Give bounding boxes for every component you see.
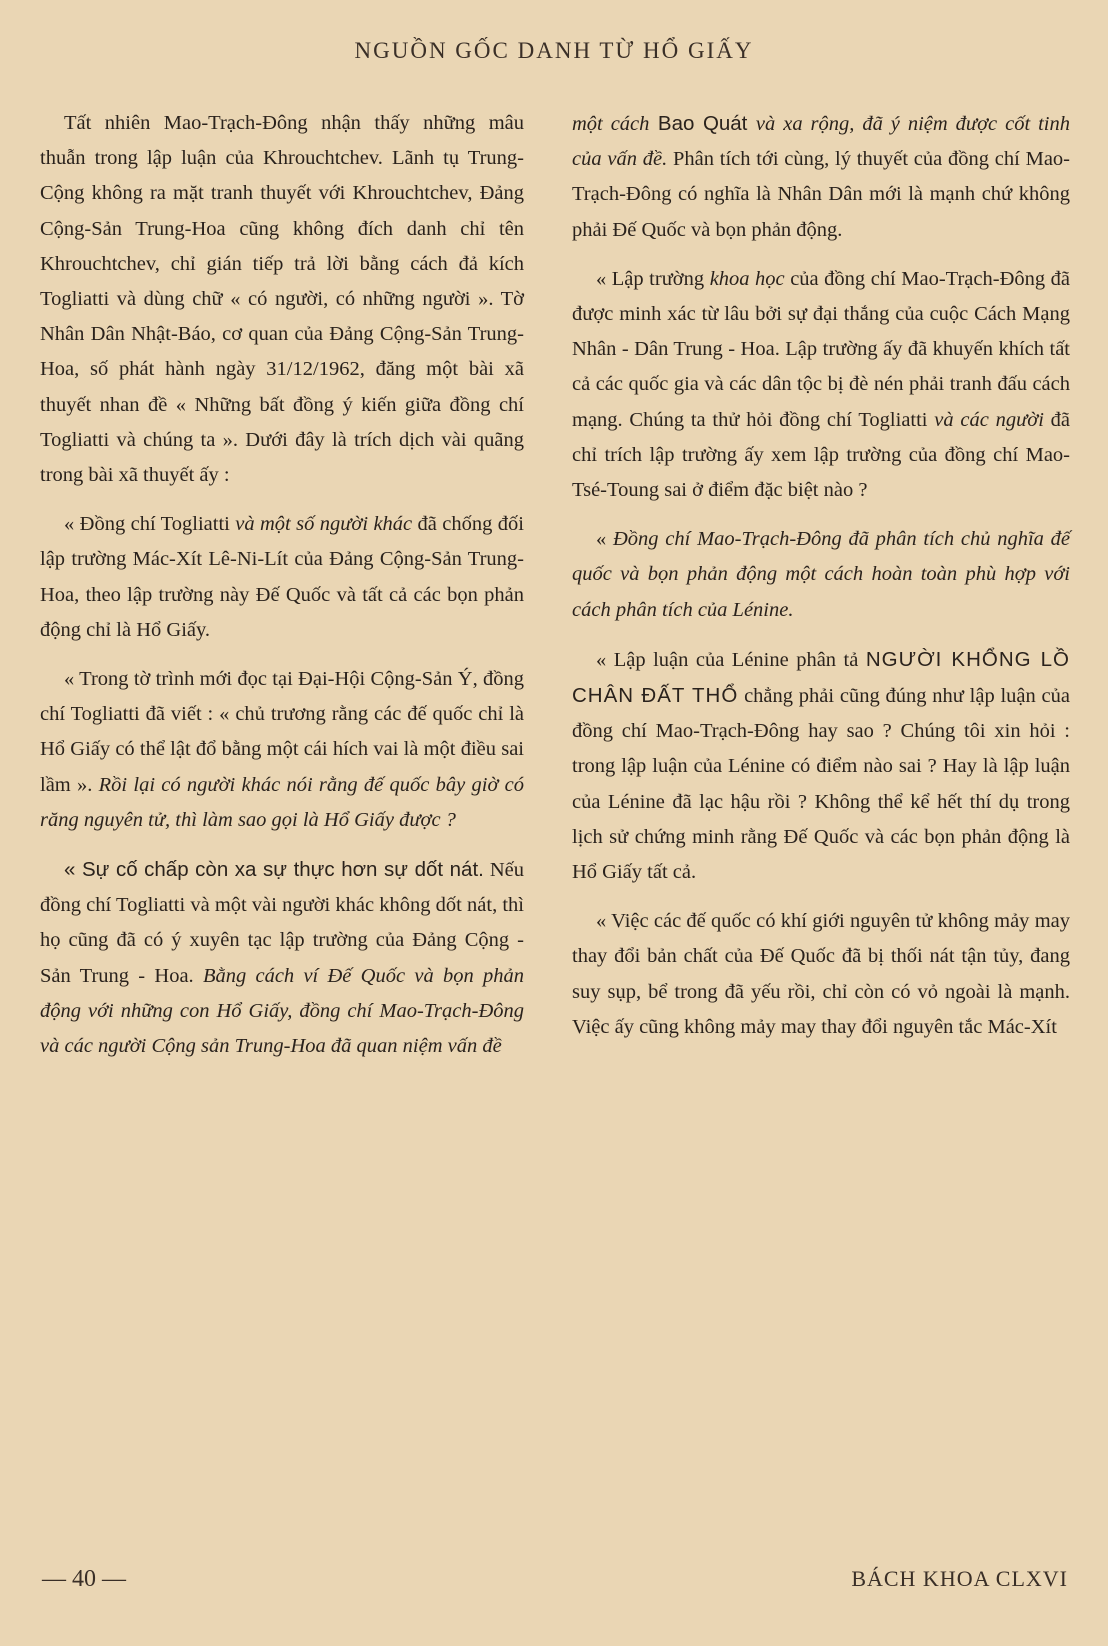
text-run: đã chỉ trích lập trường ấy xem lập trường của đồng chí Mao-Tsé-Toung sai ở điểm đặc biệt nào ? bbox=[572, 408, 1070, 502]
left-column bbox=[40, 106, 524, 1078]
italic-run: và xa rộng, đã ý niệm được cốt tinh của vấn đề. bbox=[572, 113, 1070, 171]
text-run: « Lập luận của Lénine phân tả bbox=[596, 648, 866, 671]
publication-name: BÁCH KHOA CLXVI bbox=[851, 1566, 1068, 1591]
paragraph bbox=[572, 262, 1070, 508]
italic-run: và một số người khác bbox=[235, 513, 413, 536]
italic-run: và các người bbox=[934, 408, 1044, 431]
text-run: Nếu đồng chí Togliatti và một vài người khác không dốt nát, thì họ cũng đã có ý xuyên tạc lập trường của Đảng Cộng - Sản Trung - Hoa. bbox=[40, 859, 524, 987]
right-column bbox=[572, 106, 1070, 1059]
italic-run: một cách bbox=[572, 113, 650, 135]
caps-run: NGƯỜI KHỔNG LỒ CHÂN ĐẤT THỔ bbox=[572, 647, 1070, 708]
paragraph bbox=[572, 522, 1070, 628]
text-run: chẳng phải cũng đúng như lập luận của đồng chí Mao-Trạch-Đông hay sao ? Chúng tôi xin hỏi : trong lập luận của Lénine có điểm nào sai ? Hay là lập luận của Lénine đã lạc hậu rồi ? Không thể kể hết thí dụ trong lịch sử chứng minh rằng Đế Quốc và các bọn phản động là Hổ Giấy tất cả. bbox=[572, 685, 1070, 884]
italic-run: khoa học bbox=[709, 267, 785, 290]
text-run: của đồng chí Mao-Trạch-Đông đã được minh xác từ lâu bởi sự đại thắng của cuộc Cách Mạng Nhân - Dân Trung - Hoa. Lập trường ấy đã khuyến khích tất cả các quốc gia và các dân tộc bị đè nén phải tranh đấu cách mạng. Chúng ta thử hỏi đồng chí Togliatti bbox=[572, 267, 1071, 431]
sans-run: « Sự cố chấp còn xa sự thực hơn sự dốt nát. bbox=[64, 858, 484, 882]
page-header: NGUỒN GỐC DANH TỪ HỔ GIẤY bbox=[354, 38, 754, 63]
text-run: « Lập trường bbox=[596, 267, 710, 290]
sans-run: Bao Quát bbox=[649, 112, 756, 135]
paragraph bbox=[40, 852, 524, 1064]
italic-run: Đồng chí Mao-Trạch-Đông đã phân tích chủ nghĩa đế quốc và bọn phản động một cách hoàn toàn phù hợp với cách phân tích của Lénine. bbox=[572, 528, 1071, 621]
italic-run: Rồi lại có người khác nói rằng đế quốc bây giờ có răng nguyên tử, thì làm sao gọi là Hổ Giấy được ? bbox=[40, 773, 524, 831]
paragraph: Tất nhiên Mao-Trạch-Đông nhận thấy những mâu thuẫn trong lập luận của Khrouchtchev. Lãnh tụ Trung-Cộng không ra mặt tranh thuyết với Khrouchtchev, Đảng Cộng-Sản Trung-Hoa cũng không đích danh chỉ tên Khrouchtchev, chỉ gián tiếp trả lời bằng cách đả kích Togliatti và dùng chữ « có người, có những người ». Tờ Nhân Dân Nhật-Báo, cơ quan của Đảng Cộng-Sản Trung-Hoa, số phát hành ngày 31/12/1962, đăng một bài xã thuyết nhan đề « Những bất đồng ý kiến giữa đồng chí Togliatti và chúng ta ». Dưới đây là trích dịch vài quãng trong bài xã thuyết ấy : bbox=[40, 112, 524, 487]
text-run: « bbox=[596, 528, 613, 551]
page-number: — 40 — bbox=[42, 1566, 126, 1592]
italic-run: Bằng cách ví Đế Quốc và bọn phản động với những con Hổ Giấy, đồng chí Mao-Trạch-Đông và các người Cộng sản Trung-Hoa đã quan niệm vấn đề bbox=[40, 964, 524, 1058]
paragraph bbox=[572, 642, 1070, 890]
text-run: « Trong tờ trình mới đọc tại Đại-Hội Cộng-Sản Ý, đồng chí Togliatti đã viết : « chủ trương rằng các đế quốc chỉ là Hổ Giấy có thể lật đổ bằng một cái hích vai là một điều sai lầm ». bbox=[40, 668, 524, 796]
paragraph: « Việc các đế quốc có khí giới nguyên tử không mảy may thay đổi bản chất của Đế Quốc đã bị thối nát tận tủy, đang suy sụp, bể trong đã yếu rồi, chỉ còn có vỏ ngoài là mạnh. Việc ấy cũng không mảy may thay đổi nguyên tắc Mác-Xít bbox=[572, 910, 1070, 1038]
paragraph bbox=[572, 106, 1070, 248]
text-run: Phân tích tới cùng, lý thuyết của đồng chí Mao-Trạch-Đông có nghĩa là Nhân Dân mới là mạnh chứ không phải Đế Quốc và bọn phản động. bbox=[572, 148, 1071, 241]
text-run: « Đồng chí Togliatti bbox=[64, 513, 236, 536]
paragraph bbox=[40, 507, 524, 648]
text-run: đã chống đối lập trường Mác-Xít Lê-Ni-Lít của Đảng Cộng-Sản Trung-Hoa, theo lập trường này Đế Quốc và tất cả các bọn phản động chỉ là Hổ Giấy. bbox=[40, 513, 524, 641]
paragraph bbox=[40, 662, 524, 838]
